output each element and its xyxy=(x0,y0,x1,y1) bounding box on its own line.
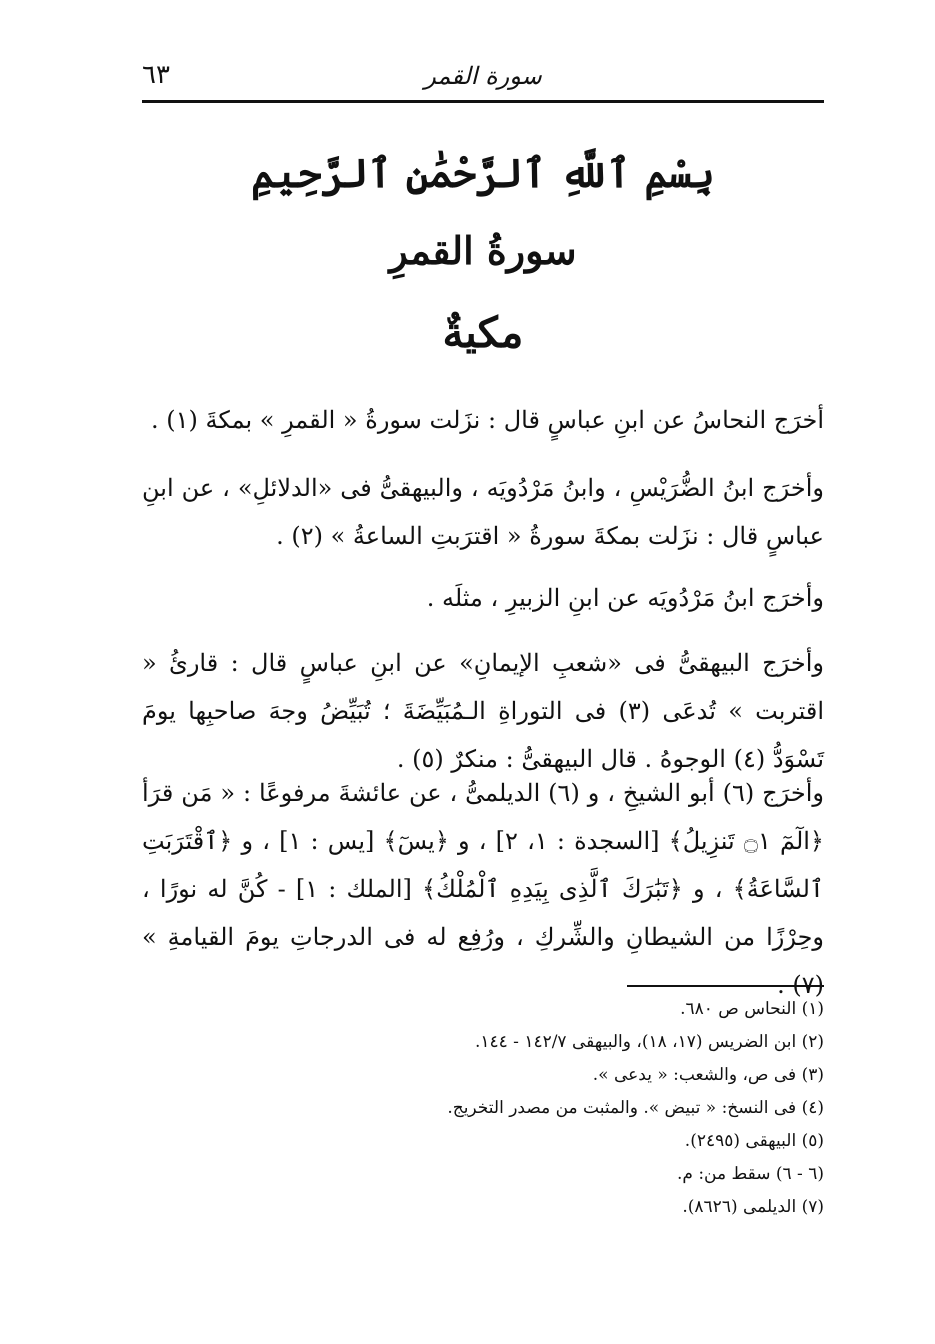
running-title: سورة القمر xyxy=(424,62,542,90)
page-header xyxy=(142,58,824,98)
header-rule xyxy=(142,100,824,103)
paragraph: وأخرَج البيهقىُّ فى «شعبِ الإيمانِ» عن ابنِ عباسٍ قال : قارئُ « اقتربت » تُدعَى (٣) فى التوراةِ الـمُبَيِّضَةَ ؛ تُبَيِّضُ وجهَ صاحبِها يومَ تَسْوَدُّ (٤) الوجوهُ . قال البيهقىُّ : منكرٌ (٥) . xyxy=(142,649,824,773)
paragraph: وأخرَج ابنُ الضُّرَيْسِ ، وابنُ مَرْدُويَه ، والبيهقىُّ فى «الدلائلِ» ، عن ابنِ عباسٍ قال : نزَلت بمكةَ سورةُ « اقترَبتِ الساعةُ » (٢) . xyxy=(142,474,824,550)
paragraph: وأخرَج ابنُ مَرْدُويَه عن ابنِ الزبيرِ ، مثلَه . xyxy=(426,584,824,612)
paragraph: أخرَج النحاسُ عن ابنِ عباسٍ قال : نزَلت سورةُ « القمرِ » بمكةَ (١) . xyxy=(150,406,824,434)
surah-type: مكيةٌ xyxy=(442,308,524,357)
footnote: (٧) الديلمى (٨٦٢٦). xyxy=(682,1197,824,1217)
paragraph: وأخرَج (٦) أبو الشيخِ ، و (٦) الديلمىُّ ، عن عائشةَ مرفوعًا : « مَن قرَأ ﴿الٓمٓ ۝١ تَنزِيلُ﴾ [السجدة : ١، ٢] ، و ﴿يسٓ﴾ [يس : ١] ، و ﴿ٱقْتَرَبَتِ ٱلسَّاعَةُ﴾ ، و ﴿تَبَٰرَكَ ٱلَّذِى بِيَدِهِ ٱلْمُلْكُ﴾ [الملك : ١] - كُنَّ له نورًا ، وحِرْزًا من الشيطانِ والشِّركِ ، ورُفِع له فى الدرجاتِ يومَ القيامةِ » (٧) . xyxy=(142,779,824,999)
footnote: (٤) فى النسخ: « تبيض ». والمثبت من مصدر التخريج. xyxy=(447,1098,824,1118)
footnote: (٥) البيهقى (٢٤٩٥). xyxy=(684,1131,824,1151)
footnote-rule xyxy=(627,985,824,987)
footnote: (٣) فى ص، والشعب: « يدعى ». xyxy=(592,1065,824,1085)
surah-title: سورةُ القمرِ xyxy=(389,228,577,273)
footnote: (٢) ابن الضريس (١٧، ١٨)، والبيهقى ١٤٢/٧ - ١٤٤. xyxy=(474,1032,824,1052)
footnote: (٦ - ٦) سقط من: م. xyxy=(676,1164,824,1184)
page-number: ٦٣ xyxy=(142,60,170,90)
footnote: (١) النحاس ص ٦٨٠. xyxy=(680,999,824,1019)
basmala: بِسْمِ ٱللَّهِ ٱلرَّحْمَٰنِ ٱلرَّحِيمِ xyxy=(251,150,715,197)
footnotes xyxy=(142,993,824,1224)
